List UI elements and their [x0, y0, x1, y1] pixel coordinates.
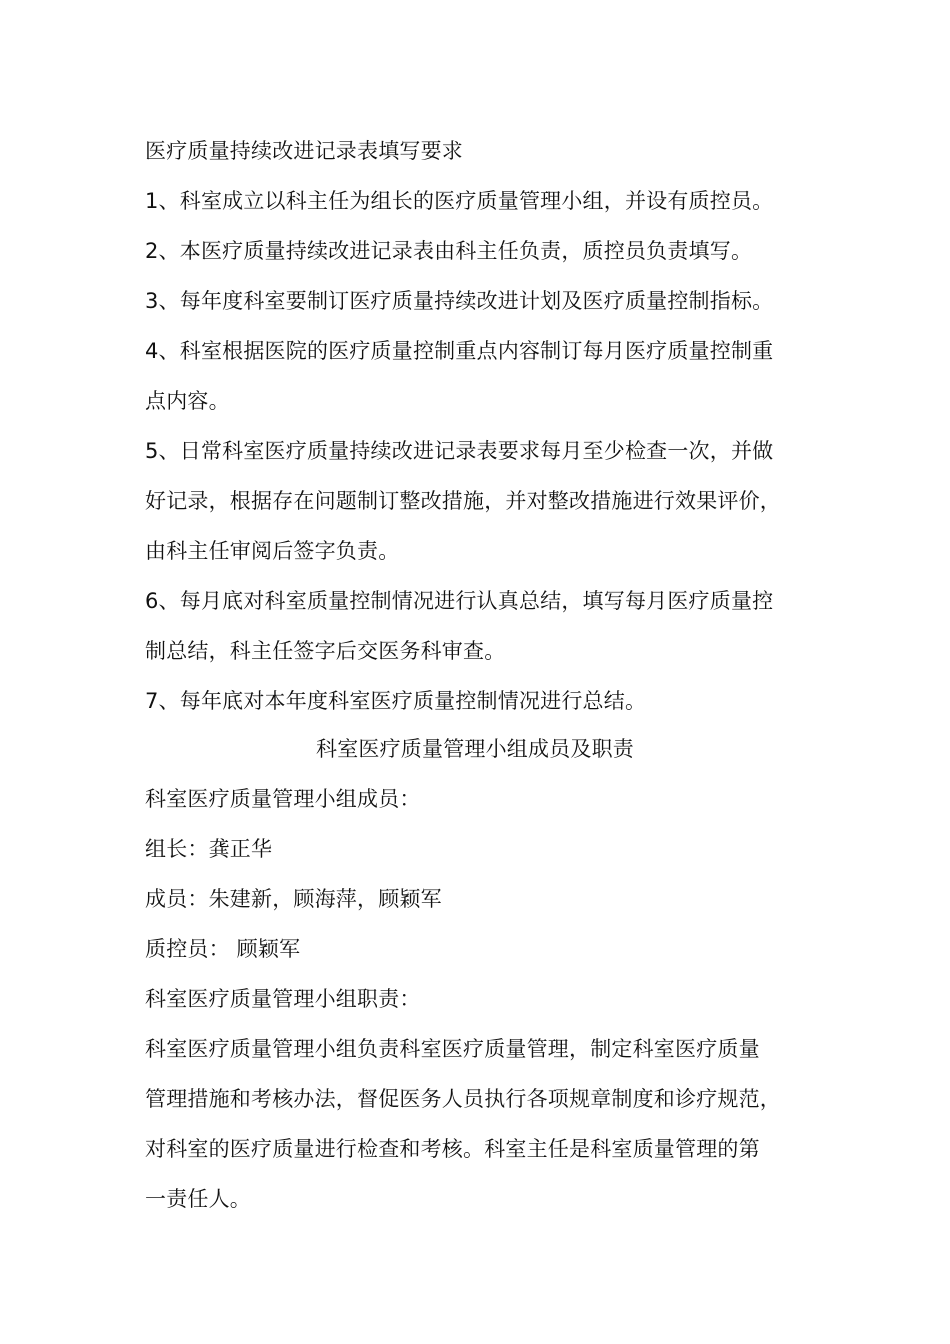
duties-line-2: 管理措施和考核办法，督促医务人员执行各项规章制度和诊疗规范， — [145, 1087, 781, 1111]
section-title: 科室医疗质量管理小组成员及职责 — [316, 737, 634, 761]
requirement-line-1: 1、科室成立以科主任为组长的医疗质量管理小组，并设有质控员。 — [145, 189, 774, 213]
requirement-line-6: 6、每月底对科室质量控制情况进行认真总结，填写每月医疗质量控 — [145, 589, 774, 613]
document-title: 医疗质量持续改进记录表填写要求 — [145, 139, 463, 163]
duties-heading: 科室医疗质量管理小组职责： — [145, 987, 421, 1011]
requirement-line-7: 7、每年底对本年度科室医疗质量控制情况进行总结。 — [145, 689, 647, 713]
requirement-line-5: 5、日常科室医疗质量持续改进记录表要求每月至少检查一次，并做 — [145, 439, 774, 463]
members-heading: 科室医疗质量管理小组成员： — [145, 787, 421, 811]
requirement-line-5-end: 由科主任审阅后签字负责。 — [145, 539, 400, 563]
qc-officer-line: 质控员： 顾颖军 — [145, 937, 301, 961]
duties-line-3: 对科室的医疗质量进行检查和考核。科室主任是科室质量管理的第 — [145, 1137, 760, 1161]
requirement-line-5-cont: 好记录，根据存在问题制订整改措施，并对整改措施进行效果评价， — [145, 489, 781, 513]
requirement-line-4: 4、科室根据医院的医疗质量控制重点内容制订每月医疗质量控制重 — [145, 339, 774, 363]
duties-line-4: 一责任人。 — [145, 1187, 251, 1211]
requirement-line-6-cont: 制总结，科主任签字后交医务科审查。 — [145, 639, 506, 663]
leader-line: 组长：龚正华 — [145, 837, 273, 861]
members-line: 成员：朱建新，顾海萍，顾颖军 — [145, 887, 442, 911]
requirement-line-2: 2、本医疗质量持续改进记录表由科主任负责，质控员负责填写。 — [145, 239, 753, 263]
requirement-line-3: 3、每年度科室要制订医疗质量持续改进计划及医疗质量控制指标。 — [145, 289, 774, 313]
duties-line-1: 科室医疗质量管理小组负责科室医疗质量管理，制定科室医疗质量 — [145, 1037, 760, 1061]
requirement-line-4-cont: 点内容。 — [145, 389, 230, 413]
